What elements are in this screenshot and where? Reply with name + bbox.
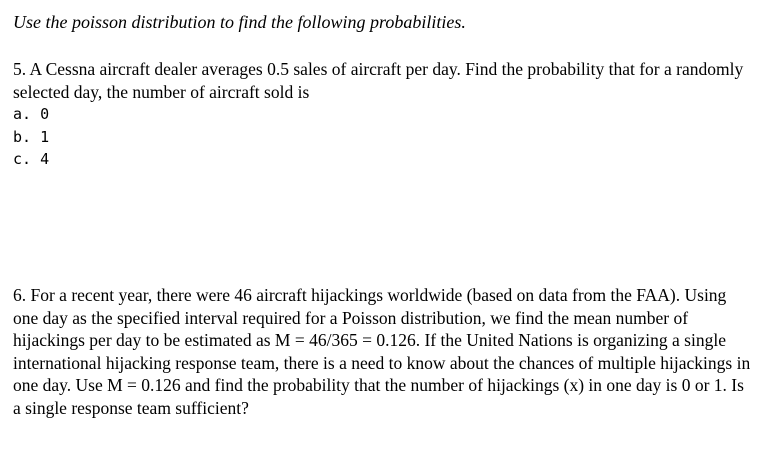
question-6-text: 6. For a recent year, there were 46 aircraft hijackings worldwide (based on data from the FAA). Using one day as the specified interval required for a Poisson distribution, we find the mean number of hijackings per day to be estimated as M = 46/365 = 0.126. If the United Nations is organizing a single international hijacking response team, there is a need to know about the chances of multiple hijackings in one day. Use M = 0.126 and find the probability that the number of hijackings (x) in one day is 0 or 1. Is a single response team sufficient? bbox=[13, 285, 751, 418]
question-5-options bbox=[13, 103, 763, 171]
document-body bbox=[13, 10, 763, 418]
option-a: a. 0 bbox=[13, 105, 50, 123]
option-b: b. 1 bbox=[13, 127, 50, 146]
instruction-text: Use the poisson distribution to find the following probabilities. bbox=[13, 12, 466, 32]
question-5-text: 5. A Cessna aircraft dealer averages 0.5 sales of aircraft per day. Find the probability that for a randomly selected day, the number of aircraft sold is bbox=[13, 59, 744, 102]
option-c: c. 4 bbox=[13, 150, 50, 168]
